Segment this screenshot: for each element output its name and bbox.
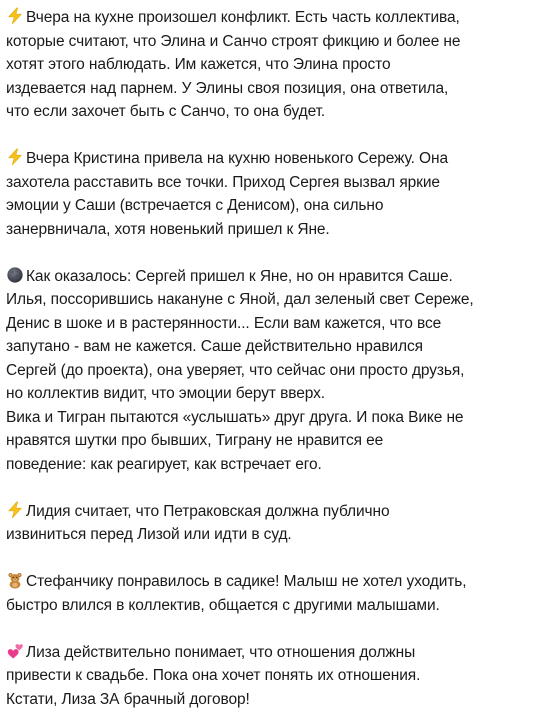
text-line: извиниться перед Лизой или идти в суд.	[6, 526, 292, 543]
text-line: хотят этого наблюдать. Им кажется, что Элина просто	[6, 56, 391, 73]
text-line: поведение: как реагирует, как встречает его.	[6, 455, 322, 473]
text-line: Лиза действительно понимает, что отношения должны	[26, 643, 416, 661]
paragraph-stefanchik	[6, 570, 544, 617]
text-line: захотела расставить все точки. Приход Сергея вызвал яркие	[6, 173, 440, 191]
two-hearts-icon	[6, 642, 24, 660]
paragraph-lidia	[6, 500, 544, 547]
text-line: Как оказалось: Сергей пришел к Яне, но он нравится Саше.	[26, 267, 453, 285]
new-moon-icon	[6, 266, 24, 284]
text-line: быстро влился в коллектив, общается с другими малышами.	[6, 596, 440, 614]
text-line: Денис в шоке и в растерянности... Если вам кажется, что все	[6, 314, 442, 332]
paragraph-new-guy	[6, 147, 544, 241]
text-line: Вика и Тигран пытаются «услышать» друг друга. И пока Вике не	[6, 408, 464, 426]
text-line: Вчера Кристина привела на кухню новенького Сережу. Она	[26, 150, 448, 167]
lightning-icon	[6, 7, 24, 25]
post-text	[6, 6, 544, 711]
text-line: Сергей (до проекта), она уверяет, что сейчас они просто друзья,	[6, 361, 465, 379]
text-line: эмоции у Саши (встречается с Денисом), она сильно	[6, 197, 384, 214]
text-line: Стефанчику понравилось в садике! Малыш не хотел уходить,	[26, 573, 467, 590]
lightning-icon	[6, 501, 24, 519]
text-line: что если захочет быть с Санчо, то она будет.	[6, 103, 326, 120]
text-line: Илья, поссорившись накануне с Яной, дал зеленый свет Сереже,	[6, 291, 474, 308]
text-line: занервничала, хотя новенький пришел к Яне.	[6, 220, 330, 238]
teddy-bear-icon	[6, 571, 24, 589]
text-line: но коллектив видит, что эмоции берут вверх.	[6, 385, 325, 402]
paragraph-liza	[6, 641, 544, 712]
text-line: которые считают, что Элина и Санчо строят фикцию и более не	[6, 32, 461, 50]
text-line: Лидия считает, что Петраковская должна публично	[26, 502, 390, 520]
text-line: запутано - вам не кажется. Саше действительно нравился	[6, 338, 423, 355]
paragraph-conflict	[6, 6, 544, 124]
lightning-icon	[6, 148, 24, 166]
text-line: издевается над парнем. У Элины своя позиция, она ответила,	[6, 79, 449, 97]
text-line: Кстати, Лиза ЗА брачный договор!	[6, 690, 250, 708]
text-line: Вчера на кухне произошел конфликт. Есть часть коллектива,	[26, 9, 460, 26]
paragraph-as-it-turned-out	[6, 265, 544, 477]
text-line: нравятся шутки про бывших, Тиграну не нравится ее	[6, 432, 384, 449]
text-line: привести к свадьбе. Пока она хочет понять их отношения.	[6, 667, 421, 684]
